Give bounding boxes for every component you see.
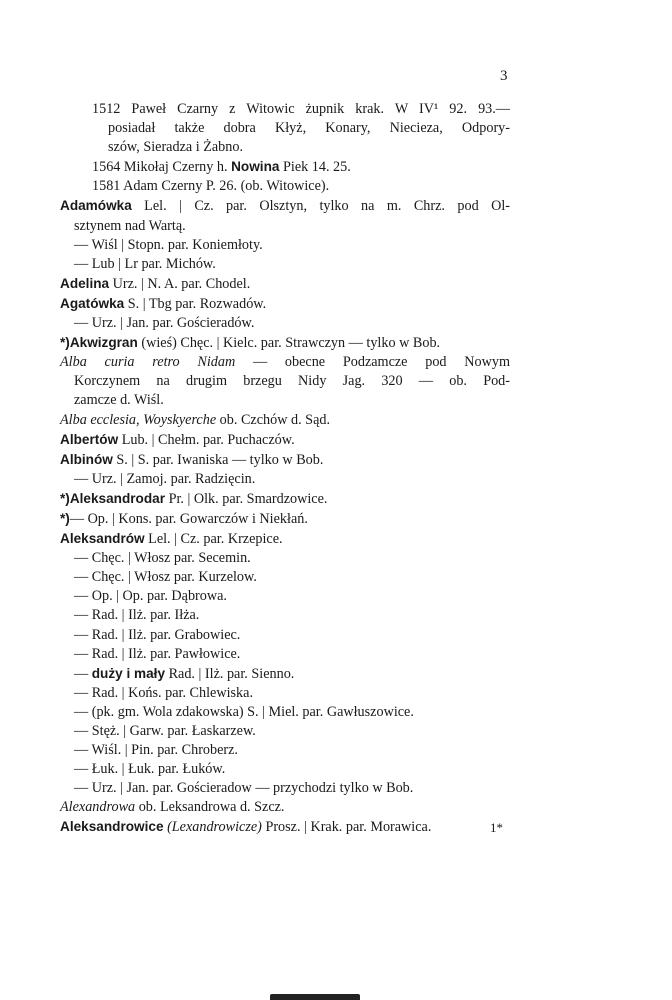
line-text: S. | S. par. Iwaniska — tylko w Bob. bbox=[112, 451, 324, 468]
text-line bbox=[60, 157, 510, 177]
text-line bbox=[60, 606, 510, 625]
text-line bbox=[60, 798, 510, 817]
line-text: (wieś) Chęc. | Kielc. par. Strawczyn — tylko w Bob. bbox=[137, 335, 441, 352]
text-line bbox=[60, 255, 510, 274]
line-text: posiadał także dobra Kłyż, Konary, Niecieza, Odpory- bbox=[108, 120, 510, 137]
line-text: zamcze d. Wiśl. bbox=[74, 392, 164, 409]
line-text: — Rad. | Ilż. par. Iłża. bbox=[74, 607, 200, 624]
line-text: Lel. | Cz. par. Olsztyn, tylko na m. Chrz. pod Ol- bbox=[131, 198, 510, 215]
entry-headword: Adelina bbox=[60, 275, 110, 291]
text-line bbox=[60, 568, 510, 587]
text-line bbox=[60, 703, 510, 722]
text-line bbox=[60, 470, 510, 489]
line-text: ob. Leksandrowa d. Szcz. bbox=[135, 799, 285, 816]
line-text: Rad. | Ilż. par. Sienno. bbox=[165, 665, 295, 682]
line-text: szów, Sieradza i Żabno. bbox=[108, 139, 243, 156]
entry-headword: duży i mały bbox=[91, 665, 166, 681]
line-text: — Rad. | Ilż. par. Pawłowice. bbox=[74, 645, 241, 662]
entry-headword: *)Akwizgran bbox=[60, 335, 138, 351]
text-line bbox=[60, 411, 510, 430]
entry-headword: Albertów bbox=[60, 431, 119, 447]
text-line bbox=[60, 549, 510, 568]
line-text: 1581 Adam Czerny P. 26. (ob. Witowice). bbox=[92, 178, 330, 195]
line-text: ob. Czchów d. Sąd. bbox=[216, 411, 331, 428]
text-line bbox=[60, 450, 510, 470]
text-line bbox=[60, 645, 510, 664]
line-text: — Urz. | Jan. par. Gościeradów. bbox=[74, 315, 255, 332]
text-line bbox=[60, 353, 510, 372]
entry-headword: Adamówka bbox=[60, 198, 132, 214]
text-line bbox=[60, 100, 510, 119]
text-line bbox=[60, 684, 510, 703]
line-text: — Wiśl | Stopn. par. Koniemłoty. bbox=[74, 236, 263, 253]
text-line bbox=[60, 177, 510, 196]
signature-mark: 1* bbox=[490, 820, 503, 835]
text-line bbox=[60, 138, 510, 157]
line-text: Lub. | Chełm. par. Puchaczów. bbox=[118, 431, 295, 448]
text-line bbox=[60, 509, 510, 529]
line-text: Lel. | Cz. par. Krzepice. bbox=[144, 531, 283, 548]
text-line bbox=[60, 626, 510, 645]
line-text: Pr. | Olk. par. Smardzowice. bbox=[165, 490, 328, 507]
line-text: Urz. | N. A. par. Chodel. bbox=[109, 275, 251, 292]
text-line bbox=[60, 529, 510, 549]
line-text: Korczynem na drugim brzegu Nidy Jag. 320 — ob. Pod- bbox=[74, 373, 510, 390]
text-line bbox=[60, 760, 510, 779]
line-text: — Chęc. | Włosz par. Kurzelow. bbox=[74, 569, 257, 586]
text-line bbox=[60, 314, 510, 333]
page-number: 3 bbox=[500, 68, 508, 84]
line-text: — Urz. | Zamoj. par. Radzięcin. bbox=[74, 470, 256, 487]
entry-headword: Aleksandrów bbox=[60, 531, 145, 547]
line-text: — Stęż. | Garw. par. Łaskarzew. bbox=[74, 723, 256, 739]
line-text: — Łuk. | Łuk. par. Łuków. bbox=[74, 761, 226, 778]
text-line bbox=[60, 779, 510, 798]
line-text: — bbox=[74, 665, 92, 682]
entry-headword: *) bbox=[60, 510, 70, 526]
text-line bbox=[60, 489, 510, 509]
text-line bbox=[60, 722, 510, 741]
line-text: — obecne Podzamcze pod Nowym bbox=[235, 354, 510, 371]
line-text: — Wiśl. | Pin. par. Chroberz. bbox=[74, 742, 238, 759]
text-line bbox=[60, 372, 510, 391]
line-text: — Op. | Op. par. Dąbrowa. bbox=[74, 588, 227, 605]
text-line bbox=[60, 333, 510, 353]
text-line bbox=[60, 817, 510, 837]
line-text: sztynem nad Wartą. bbox=[74, 217, 186, 234]
text-line bbox=[60, 741, 510, 760]
line-text: — (pk. gm. Wola zdakowska) S. | Miel. par. Gawłuszowice. bbox=[74, 703, 414, 720]
text-line bbox=[60, 274, 510, 294]
text-line bbox=[60, 430, 510, 450]
line-text: — Rad. | Końs. par. Chlewiska. bbox=[74, 684, 253, 701]
line-text: — Chęc. | Włosz par. Secemin. bbox=[74, 550, 251, 567]
italic-phrase: Alba ecclesia, Woyskyerche bbox=[60, 411, 217, 428]
text-line bbox=[60, 294, 510, 314]
line-text: S. | Tbg par. Rozwadów. bbox=[124, 295, 267, 312]
entry-headword: *)Aleksandrodar bbox=[60, 490, 166, 506]
text-line bbox=[60, 587, 510, 606]
entry-headword: Nowina bbox=[231, 159, 280, 175]
line-text: — Op. | Kons. par. Gowarczów i Niekłań. bbox=[69, 510, 308, 527]
italic-phrase: Alexandrowa bbox=[60, 799, 136, 816]
line-text: 1564 Mikołaj Czerny h. bbox=[92, 159, 232, 176]
line-text: — Lub | Lr par. Michów. bbox=[74, 255, 216, 272]
text-line bbox=[60, 119, 510, 138]
gazetteer-text bbox=[60, 100, 510, 838]
entry-headword: Aleksandrowice bbox=[60, 819, 164, 835]
entry-headword: Agatówka bbox=[60, 295, 125, 311]
italic-phrase: Alba curia retro Nidam bbox=[60, 354, 236, 371]
text-line bbox=[60, 664, 510, 684]
italic-phrase: (Lexandrowicze) bbox=[167, 819, 262, 836]
text-line bbox=[60, 217, 510, 236]
text-line bbox=[60, 236, 510, 255]
text-line bbox=[60, 391, 510, 410]
text-line bbox=[60, 196, 510, 216]
scan-edge-mark bbox=[270, 994, 360, 1000]
line-text: 1512 Paweł Czarny z Witowic żupnik krak. W IV¹ 92. 93.— bbox=[92, 101, 510, 117]
line-text: Piek 14. 25. bbox=[279, 159, 351, 176]
line-text: Prosz. | Krak. par. Morawica. bbox=[261, 819, 432, 836]
entry-headword: Albinów bbox=[60, 451, 113, 467]
line-text: — Rad. | Ilż. par. Grabowiec. bbox=[74, 626, 241, 643]
line-text: — Urz. | Jan. par. Gościeradow — przychodzi tylko w Bob. bbox=[74, 780, 414, 797]
